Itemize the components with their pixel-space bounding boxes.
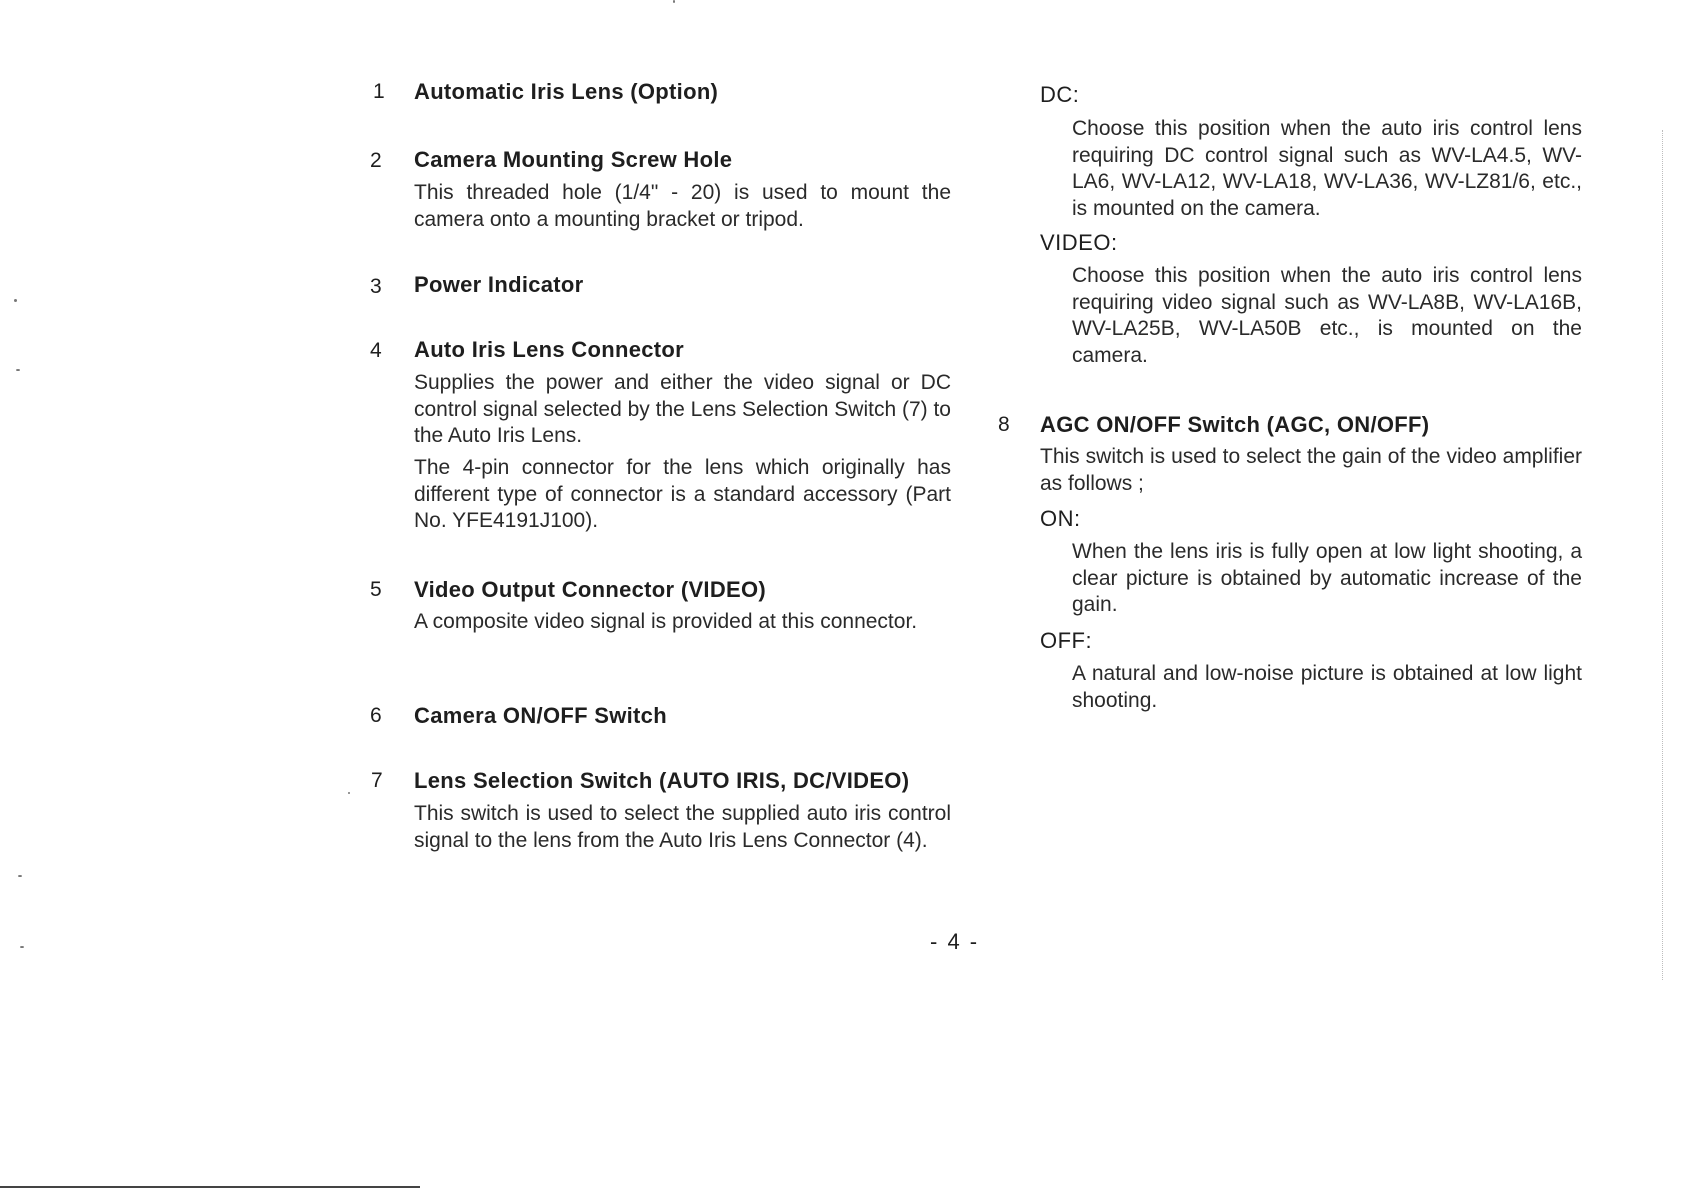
scan-speck <box>20 946 24 948</box>
off-label: OFF: <box>1040 628 1093 653</box>
item-7-number: 7 <box>371 769 383 792</box>
item-1-number: 1 <box>373 80 385 103</box>
item-4-number: 4 <box>370 339 382 362</box>
item-2-title: Camera Mounting Screw Hole <box>414 147 733 172</box>
scan-edge-line <box>0 1186 420 1188</box>
item-3-title: Power Indicator <box>414 272 584 297</box>
item-5-paragraph: A composite video signal is provided at this connector. <box>414 610 918 633</box>
scan-right-edge <box>1662 130 1664 980</box>
item-2-paragraph: This threaded hole (1/4" - 20) is used to mount the camera onto a mounting bracket or tripod. <box>414 181 951 231</box>
dc-label: DC: <box>1040 82 1080 107</box>
item-4-paragraph-1: Supplies the power and either the video signal or DC control signal selected by the Lens Selection Switch (7) to the Auto Iris Lens. <box>414 371 951 447</box>
item-7-title: Lens Selection Switch (AUTO IRIS, DC/VIDEO) <box>414 768 910 793</box>
item-2-number: 2 <box>370 149 382 172</box>
item-4-paragraph-2: The 4-pin connector for the lens which originally has different type of connector is a standard accessory (Part No. YFE4191J100). <box>414 456 951 532</box>
item-3-number: 3 <box>370 275 382 298</box>
page-number: - 4 - <box>930 929 980 954</box>
dc-description: Choose this position when the auto iris control lens requiring DC control signal such as WV-LA4.5, WV-LA6, WV-LA12, WV-LA18, WV-LA36, WV-LZ81/6, etc., is mounted on the camera. <box>1072 117 1582 220</box>
item-8-intro: This switch is used to select the gain of the video amplifier as follows ; <box>1040 445 1582 495</box>
scan-speck <box>348 792 350 794</box>
item-5-number: 5 <box>370 578 382 601</box>
video-label: VIDEO: <box>1040 230 1118 255</box>
video-description: Choose this position when the auto iris control lens requiring video signal such as WV-LA8B, WV-LA16B, WV-LA25B, WV-LA50B etc., is mounted on the camera. <box>1072 264 1582 367</box>
item-7-paragraph: This switch is used to select the supplied auto iris control signal to the lens from the Auto Iris Lens Connector (4). <box>414 802 951 852</box>
off-description: A natural and low-noise picture is obtained at low light shooting. <box>1072 662 1582 712</box>
scan-speck <box>16 369 20 371</box>
item-1-title: Automatic Iris Lens (Option) <box>414 79 719 104</box>
scan-speck <box>14 299 17 302</box>
scan-speck <box>18 875 22 877</box>
on-label: ON: <box>1040 506 1081 531</box>
item-6-number: 6 <box>370 704 382 727</box>
item-8-number: 8 <box>998 413 1010 436</box>
scan-speck <box>673 0 675 3</box>
item-6-title: Camera ON/OFF Switch <box>414 703 667 728</box>
item-8-title: AGC ON/OFF Switch (AGC, ON/OFF) <box>1040 412 1430 437</box>
item-4-title: Auto Iris Lens Connector <box>414 337 684 362</box>
item-5-title: Video Output Connector (VIDEO) <box>414 577 767 602</box>
on-description: When the lens iris is fully open at low light shooting, a clear picture is obtained by automatic increase of the gain. <box>1072 540 1582 616</box>
